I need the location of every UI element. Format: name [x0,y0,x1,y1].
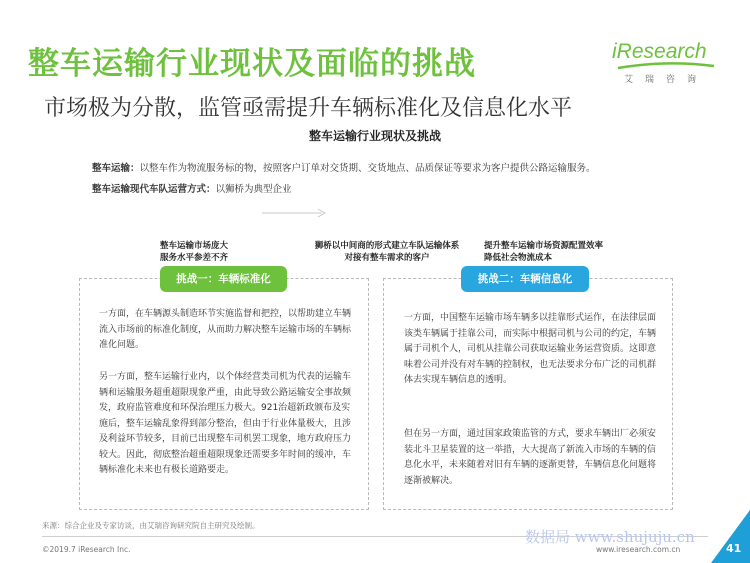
logo-wordmark: iResearch [612,40,707,63]
logo-subtitle: 艾瑞咨询 [624,75,709,85]
challenge-two-paragraph: 一方面，中国整车运输市场车辆多以挂靠形式运作，在法律层面该类车辆属于挂靠公司，而实际中根据司机与公司的约定，车辆属于司机个人，司机从挂靠公司获取运输业务运营资质。这即意味着公司并没有对车辆的控制权，也无法要求分布广泛的司机群体去实现车辆信息的透明。 [404,313,657,385]
column-heading-lionbridge: 狮桥以中间商的形式建立车队运输体系 对接有整车需求的客户 [314,241,460,263]
challenge-badge-standardization: 挑战一：车辆标准化 [160,266,287,292]
watermark: 数据局 www.shujuju.cn [525,528,695,546]
column-heading-market: 整车运输市场庞大 服务水平参差不齐 [160,241,229,263]
website-link[interactable]: www.iresearch.com.cn [596,545,681,554]
page-subtitle: 市场极为分散，监管亟需提升车辆标准化及信息化水平 [44,96,573,121]
column-heading-efficiency: 提升整车运输市场资源配置效率 降低社会物流成本 [484,241,604,263]
definition-fleet-operation: 整车运输现代车队运营方式：以狮桥为典型企业 [92,184,292,195]
iresearch-logo [612,40,724,86]
challenge-two-paragraph: 但在另一方面，通过国家政策监管的方式，要求车辆出厂必须安装北斗卫星装置的这一举措，大大提高了新流入市场的车辆的信息化水平，未来随着对旧有车辆的逐渐更替，车辆信息化问题将逐渐被解决。 [404,429,657,486]
page-title: 整车运输行业现状及面临的挑战 [28,46,476,82]
challenge-badge-informatization: 挑战二：车辆信息化 [461,266,589,292]
copyright: ©2019.7 iResearch Inc. [42,545,131,554]
page-number: 41 [726,542,742,555]
logo-swoosh-icon [616,62,716,72]
section-title: 整车运输行业现状及挑战 [308,129,441,143]
challenge-one-paragraph: 另一方面，整车运输行业内，以个体经营类司机为代表的运输车辆和运输服务超重超限现象严重，由此导致公路运输安全事故频发，政府监管难度和环保治理压力极大。921治超新政颁布及实施后，整车运输乱象得到部分整治，但由于行业体量极大，且涉及利益环节较多，目前已出现整车司机罢工现象，地方政府压力较大。因此，彻底整治超重超限现象还需要多年时间的缓冲，车辆标准化未来也有极长道路要走。 [99,372,352,475]
arrow-right-icon [262,208,326,218]
challenge-one-paragraph: 一方面，在车辆源头制造环节实施监督和把控，以帮助建立车辆流入市场前的标准化制度，从而助力解决整车运输市场的车辆标准化问题。 [99,309,352,350]
source-note: 来源：综合企业及专家访谈，由艾瑞咨询研究院自主研究及绘制。 [42,521,260,530]
definition-whole-vehicle: 整车运输：以整车作为物流服务标的物，按照客户订单对交货期、交货地点、品质保证等要求为客户提供公路运输服务。 [92,163,596,174]
page-corner-icon [711,510,750,563]
